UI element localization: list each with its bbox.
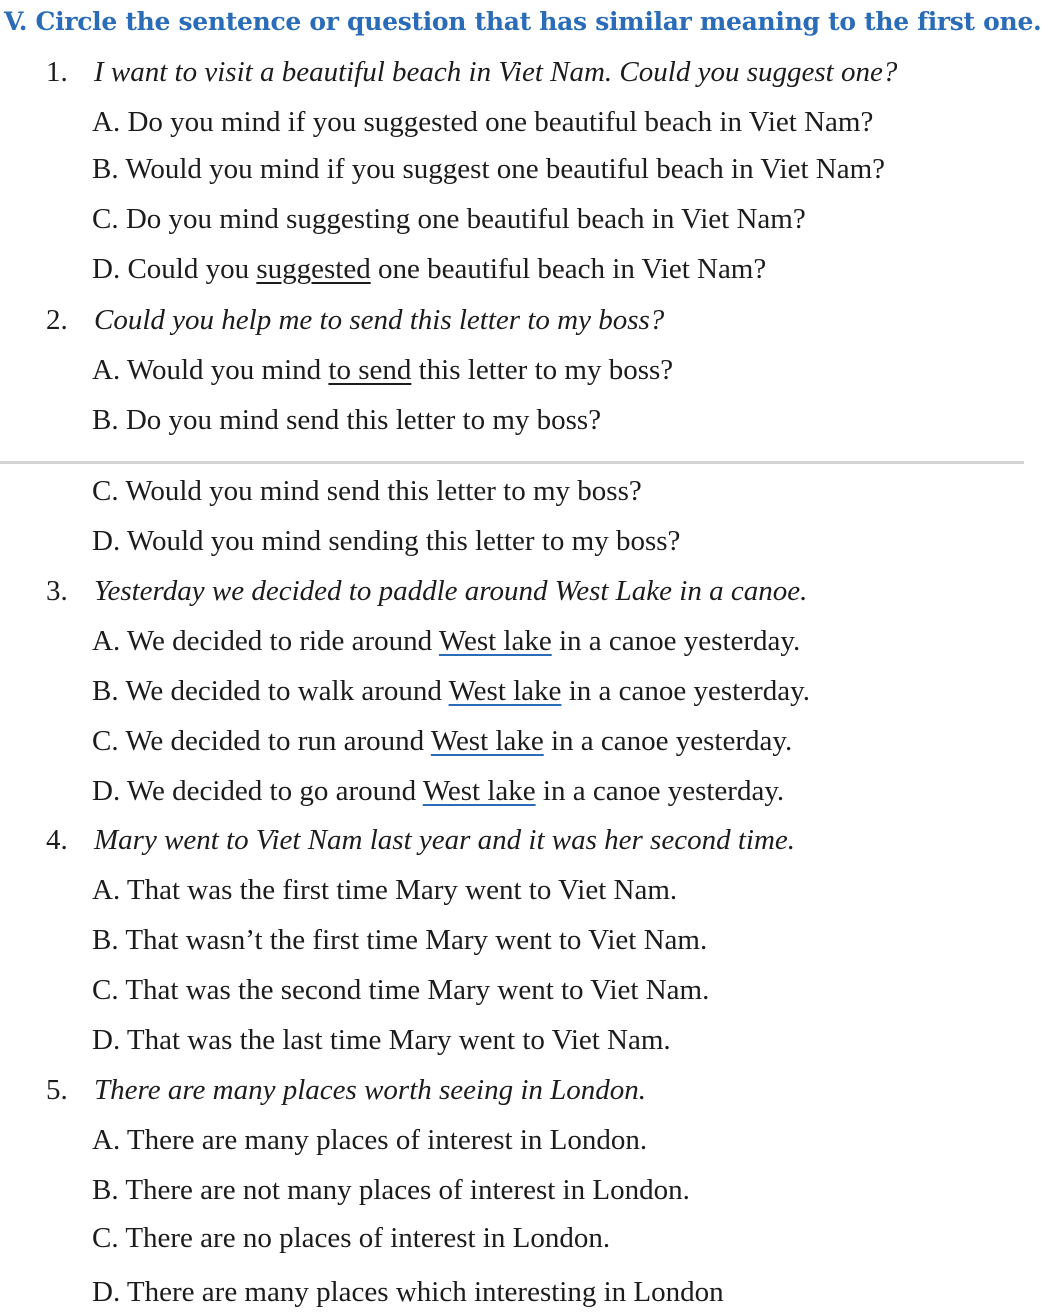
question-number: 4. (46, 824, 68, 856)
question-number: 1. (46, 56, 68, 88)
option-text: A. We decided to ride around (92, 625, 439, 657)
question-prompt: Could you help me to send this letter to my boss? (94, 304, 665, 336)
option-4c[interactable]: C. That was the second time Mary went to Viet Nam. (92, 974, 710, 1006)
question-prompt: Mary went to Viet Nam last year and it was her second time. (94, 824, 796, 856)
option-1a[interactable]: A. Do you mind if you suggested one beautiful beach in Viet Nam? (92, 106, 874, 138)
option-3c[interactable] (92, 721, 792, 761)
option-5a[interactable]: A. There are many places of interest in London. (92, 1124, 648, 1156)
option-3b[interactable] (92, 671, 810, 711)
option-text: in a canoe yesterday. (551, 625, 801, 657)
underlined-word: West lake (430, 725, 544, 757)
option-2d[interactable]: D. Would you mind sending this letter to my boss? (92, 525, 681, 557)
option-4a[interactable]: A. That was the first time Mary went to Viet Nam. (92, 874, 678, 906)
option-1d[interactable] (92, 249, 766, 289)
question-number: 2. (46, 304, 68, 336)
option-3d[interactable] (92, 771, 784, 811)
question-2 (46, 300, 664, 340)
option-4d[interactable]: D. That was the last time Mary went to Viet Nam. (92, 1024, 671, 1056)
underlined-word: West lake (438, 625, 552, 657)
option-5d[interactable]: D. There are many places which interesting in London (92, 1276, 724, 1308)
option-text: in a canoe yesterday. (535, 775, 785, 807)
option-text: in a canoe yesterday. (561, 675, 810, 707)
option-3a[interactable] (92, 621, 800, 661)
underlined-word: West lake (422, 775, 536, 807)
option-text: A. Would you mind (92, 354, 329, 386)
exercise-heading: V. Circle the sentence or question that has similar meaning to the first one. (4, 7, 1041, 36)
question-3 (46, 571, 807, 611)
question-number: 5. (46, 1074, 68, 1106)
option-text: D. We decided to go around (92, 775, 423, 807)
option-4b[interactable]: B. That wasn’t the first time Mary went to Viet Nam. (92, 924, 708, 956)
option-2c[interactable]: C. Would you mind send this letter to my boss? (92, 475, 642, 507)
question-number: 3. (46, 575, 68, 607)
question-prompt: There are many places worth seeing in London. (94, 1074, 647, 1106)
option-2a[interactable] (92, 350, 673, 390)
option-text: one beautiful beach in Viet Nam? (370, 253, 767, 285)
underlined-word: West lake (448, 675, 562, 707)
option-text: this letter to my boss? (411, 354, 674, 386)
option-text: C. We decided to run around (92, 725, 431, 757)
underlined-word: suggested (256, 253, 371, 285)
underlined-word: to send (328, 354, 412, 386)
question-prompt: I want to visit a beautiful beach in Viet Nam. Could you suggest one? (94, 56, 898, 88)
page-separator (0, 461, 1024, 464)
option-5c[interactable]: C. There are no places of interest in London. (92, 1222, 611, 1254)
option-5b[interactable]: B. There are not many places of interest in London. (92, 1174, 690, 1206)
option-text: D. Could you (92, 253, 257, 285)
option-1c[interactable]: C. Do you mind suggesting one beautiful beach in Viet Nam? (92, 203, 806, 235)
question-prompt: Yesterday we decided to paddle around West Lake in a canoe. (94, 575, 808, 607)
option-text: B. We decided to walk around (92, 675, 449, 707)
option-text: in a canoe yesterday. (543, 725, 793, 757)
option-1b[interactable]: B. Would you mind if you suggest one beautiful beach in Viet Nam? (92, 153, 886, 185)
question-1 (46, 52, 897, 92)
option-2b[interactable]: B. Do you mind send this letter to my boss? (92, 404, 602, 436)
question-5 (46, 1070, 646, 1110)
question-4 (46, 820, 795, 860)
